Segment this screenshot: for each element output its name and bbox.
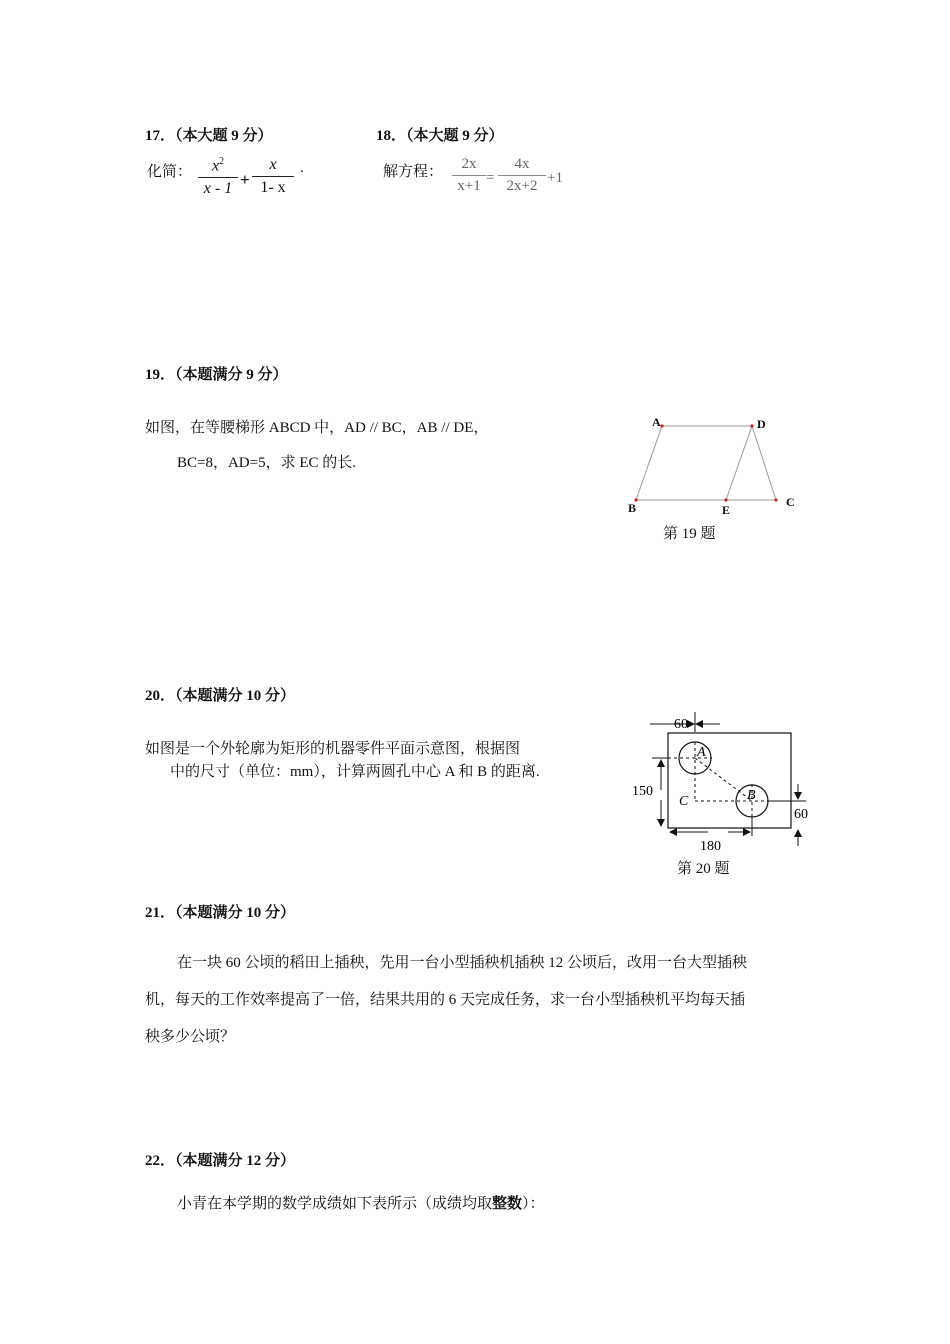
point-d	[750, 424, 753, 427]
q19-heading: 19．（本题满分 9 分）	[145, 367, 288, 383]
q21-heading: 21．（本题满分 10 分）	[145, 905, 296, 921]
q22-heading: 22．（本题满分 12 分）	[145, 1153, 296, 1169]
q20-part-figure	[628, 710, 818, 855]
q17-end: .	[300, 160, 304, 176]
q18-prompt: 解方程：	[383, 164, 444, 180]
q21-line-2: 机，每天的工作效率提高了一倍，结果共用的 6 天完成任务，求一台小型插秧机平均每天插	[145, 992, 746, 1008]
q20-caption: 第 20 题	[677, 861, 730, 877]
q20-line-1: 如图是一个外轮廓为矩形的机器零件平面示意图，根据图	[145, 741, 521, 757]
q20-heading: 20．（本题满分 10 分）	[145, 688, 296, 704]
segment-dc	[752, 426, 776, 500]
dash-a-b	[695, 758, 752, 801]
label-c: C	[679, 794, 689, 809]
label-e: E	[722, 503, 731, 517]
q18-equals: =	[486, 170, 495, 186]
rectangle-outline	[668, 733, 791, 828]
label-a: A	[652, 415, 661, 429]
q19-line-1: 如图，在等腰梯形 ABCD 中，AD // BC，AB // DE，	[145, 420, 489, 436]
dim-left-label: 150	[632, 784, 653, 799]
point-c	[774, 498, 777, 501]
q18-f1-num: 2x	[461, 156, 477, 172]
label-b: B	[747, 788, 756, 803]
label-b: B	[628, 501, 637, 515]
q17-f1-den: x - 1	[203, 180, 233, 198]
q18-f2-num: 4x	[514, 156, 530, 172]
q17-prompt: 化简：	[147, 164, 193, 180]
q18-tail: +1	[547, 170, 563, 186]
q19-caption: 第 19 题	[663, 526, 716, 542]
q17-f1-sup: 2	[219, 156, 225, 167]
point-a	[660, 424, 663, 427]
q18-f2-den: 2x+2	[506, 178, 538, 194]
segment-de	[726, 426, 752, 500]
point-e	[724, 498, 727, 501]
q17-fraction-1	[198, 156, 238, 198]
q17-f2-num: x	[269, 156, 277, 173]
q18-f1-den: x+1	[457, 178, 481, 194]
q20-line-2: 中的尺寸（单位：mm），计算两圆孔中心 A 和 B 的距离.	[170, 764, 540, 780]
q17-fraction-2	[252, 156, 294, 197]
segment-ab	[636, 426, 662, 500]
q18-fraction-2	[498, 156, 546, 195]
q19-trapezoid-figure	[620, 410, 810, 520]
q18-heading: 18．（本大题 9 分）	[376, 128, 504, 144]
q17-f2-den: 1- x	[260, 179, 286, 196]
q19-line-2: BC=8，AD=5，求 EC 的长.	[177, 455, 357, 471]
q18-fraction-1	[452, 156, 486, 195]
q22-line-1	[177, 1192, 545, 1213]
q21-line-3: 秧多少公顷？	[145, 1029, 236, 1045]
label-a: A	[697, 745, 706, 760]
q17-plus: +	[240, 170, 250, 189]
q22-line-1-bold: 整数	[492, 1196, 523, 1212]
q22-line-1-pre: 小青在本学期的数学成绩如下表所示（成绩均取	[177, 1196, 493, 1212]
dim-right-label: 60	[794, 807, 808, 822]
dim-top-label: 60	[674, 717, 688, 732]
q17-f1-num: x	[211, 157, 220, 175]
q22-line-1-post: ）：	[522, 1196, 545, 1212]
q21-line-1: 在一块 60 公顷的稻田上插秧，先用一台小型插秧机插秧 12 公顷后，改用一台大型插秧	[177, 955, 748, 971]
q17-heading: 17．（本大题 9 分）	[145, 128, 273, 144]
dim-bottom-label: 180	[700, 839, 721, 854]
label-c: C	[786, 495, 795, 509]
label-d: D	[757, 417, 766, 431]
